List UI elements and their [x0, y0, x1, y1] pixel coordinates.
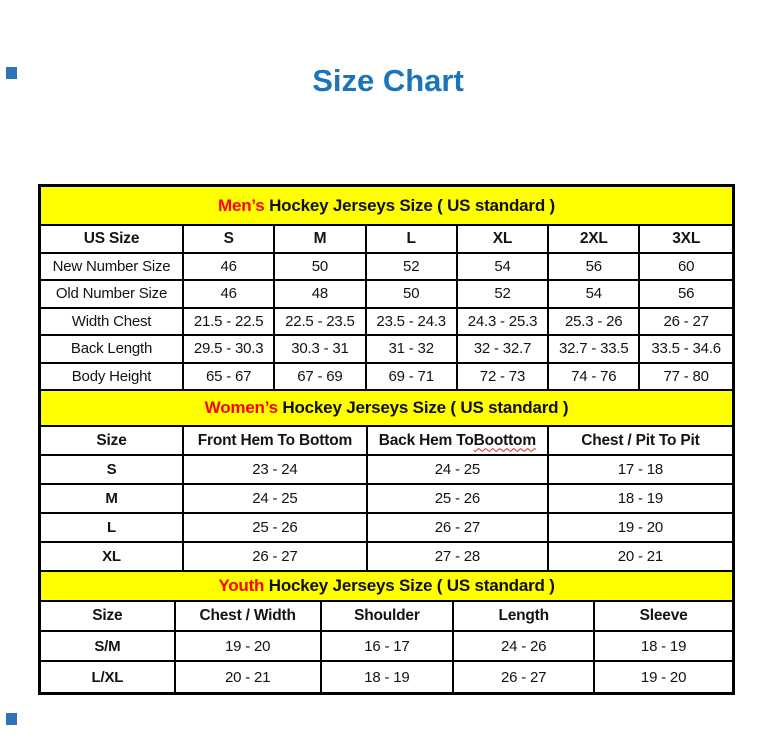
- data-cell: 18 - 19: [640, 637, 687, 655]
- table-row: [41, 309, 732, 337]
- corner-mark-top-left: [6, 67, 17, 79]
- data-cell: 46: [184, 281, 275, 307]
- data-cell: 56: [549, 254, 640, 280]
- table-row: [41, 543, 732, 572]
- data-cell: 25 - 26: [184, 514, 368, 541]
- size-chart: [38, 184, 735, 695]
- data-cell: 52: [458, 281, 549, 307]
- row-label: Back Length: [41, 336, 184, 362]
- data-cell: 46: [184, 254, 275, 280]
- column-header: Size: [41, 427, 184, 454]
- data-cell: 54: [549, 281, 640, 307]
- data-cell: 77 - 80: [663, 367, 709, 385]
- data-cell: 33.5 - 34.6: [651, 340, 721, 358]
- data-cell: 67 - 69: [275, 364, 366, 390]
- section-title-highlight: Youth: [218, 576, 265, 595]
- data-cell: 60: [678, 257, 695, 275]
- data-cell: 74 - 76: [549, 364, 640, 390]
- data-cell: 54: [458, 254, 549, 280]
- data-cell: 52: [367, 254, 458, 280]
- section-title-rest: Hockey Jerseys Size ( US standard ): [264, 195, 555, 215]
- section-title-highlight: Men’s: [218, 195, 265, 215]
- row-label: Body Height: [41, 364, 184, 390]
- data-cell: 29.5 - 30.3: [184, 336, 275, 362]
- data-cell: 26 - 27: [368, 514, 549, 541]
- section-youth: [41, 572, 732, 692]
- data-cell: 22.5 - 23.5: [275, 309, 366, 335]
- column-header: 3XL: [672, 229, 701, 247]
- data-cell: 25 - 26: [368, 485, 549, 512]
- column-header: Front Hem To Bottom: [184, 427, 368, 454]
- data-cell: 31 - 32: [367, 336, 458, 362]
- section-title-womens: [41, 391, 732, 427]
- data-cell: 26 - 27: [184, 543, 368, 570]
- data-cell: 20 - 21: [617, 548, 664, 565]
- data-cell: 50: [275, 254, 366, 280]
- column-header: US Size: [41, 226, 184, 252]
- column-header: Shoulder: [322, 602, 455, 630]
- table-row: [41, 336, 732, 364]
- data-cell: 65 - 67: [184, 364, 275, 390]
- data-cell: 69 - 71: [367, 364, 458, 390]
- row-label: Old Number Size: [41, 281, 184, 307]
- data-cell: 26 - 27: [663, 312, 709, 330]
- table-row: [41, 364, 732, 392]
- table-row: [41, 485, 732, 514]
- data-cell: 19 - 20: [176, 632, 322, 660]
- data-cell: 18 - 19: [322, 662, 455, 692]
- data-cell: 24 - 26: [454, 632, 595, 660]
- data-cell: 19 - 20: [617, 519, 664, 536]
- data-cell: 21.5 - 22.5: [184, 309, 275, 335]
- data-cell: 27 - 28: [368, 543, 549, 570]
- column-header: Sleeve: [639, 607, 688, 624]
- data-cell: 20 - 21: [176, 662, 322, 692]
- column-header: Size: [41, 602, 176, 630]
- data-cell: 72 - 73: [458, 364, 549, 390]
- header-row: [41, 226, 732, 254]
- data-cell: 24 - 25: [368, 456, 549, 483]
- table-row: [41, 254, 732, 282]
- data-cell: 48: [275, 281, 366, 307]
- row-label: M: [41, 485, 184, 512]
- column-header: Chest / Pit To Pit: [581, 431, 700, 449]
- data-cell: 24.3 - 25.3: [458, 309, 549, 335]
- data-cell: 23 - 24: [184, 456, 368, 483]
- table-row: [41, 456, 732, 485]
- section-womens: [41, 391, 732, 572]
- row-label: L: [41, 514, 184, 541]
- data-cell: 26 - 27: [454, 662, 595, 692]
- row-label: XL: [41, 543, 184, 570]
- table-row: [41, 281, 732, 309]
- data-cell: 50: [367, 281, 458, 307]
- row-label: S/M: [41, 632, 176, 660]
- header-row: [41, 602, 732, 632]
- data-cell: 25.3 - 26: [549, 309, 640, 335]
- section-mens: [41, 187, 732, 391]
- section-title-rest: Hockey Jerseys Size ( US standard ): [277, 398, 569, 417]
- data-cell: 17 - 18: [617, 461, 664, 478]
- corner-mark-bottom-left: [6, 713, 17, 725]
- page-title: Size Chart: [312, 63, 464, 98]
- column-header: Chest / Width: [176, 602, 322, 630]
- column-header: S: [184, 226, 275, 252]
- table-row: [41, 662, 732, 692]
- column-header: XL: [458, 226, 549, 252]
- data-cell: 32.7 - 33.5: [549, 336, 640, 362]
- misspelled-word: Boottom: [473, 431, 536, 449]
- table-row: [41, 514, 732, 543]
- section-title-highlight: Women’s: [204, 398, 278, 417]
- table-row: [41, 632, 732, 662]
- row-label: Width Chest: [41, 309, 184, 335]
- row-label: L/XL: [41, 662, 176, 692]
- data-cell: 18 - 19: [617, 490, 664, 507]
- section-title-rest: Hockey Jerseys Size ( US standard ): [264, 576, 555, 595]
- data-cell: 24 - 25: [184, 485, 368, 512]
- data-cell: 56: [678, 285, 695, 303]
- data-cell: 19 - 20: [640, 668, 687, 686]
- column-header: Length: [454, 602, 595, 630]
- column-header: M: [275, 226, 366, 252]
- data-cell: 30.3 - 31: [275, 336, 366, 362]
- column-header: Back Hem To Boottom: [368, 427, 549, 454]
- section-title-mens: [41, 187, 732, 226]
- column-header: L: [367, 226, 458, 252]
- column-header: 2XL: [549, 226, 640, 252]
- data-cell: 16 - 17: [322, 632, 455, 660]
- row-label: New Number Size: [41, 254, 184, 280]
- data-cell: 32 - 32.7: [458, 336, 549, 362]
- data-cell: 23.5 - 24.3: [367, 309, 458, 335]
- header-row: [41, 427, 732, 456]
- section-title-youth: [41, 572, 732, 602]
- row-label: S: [41, 456, 184, 483]
